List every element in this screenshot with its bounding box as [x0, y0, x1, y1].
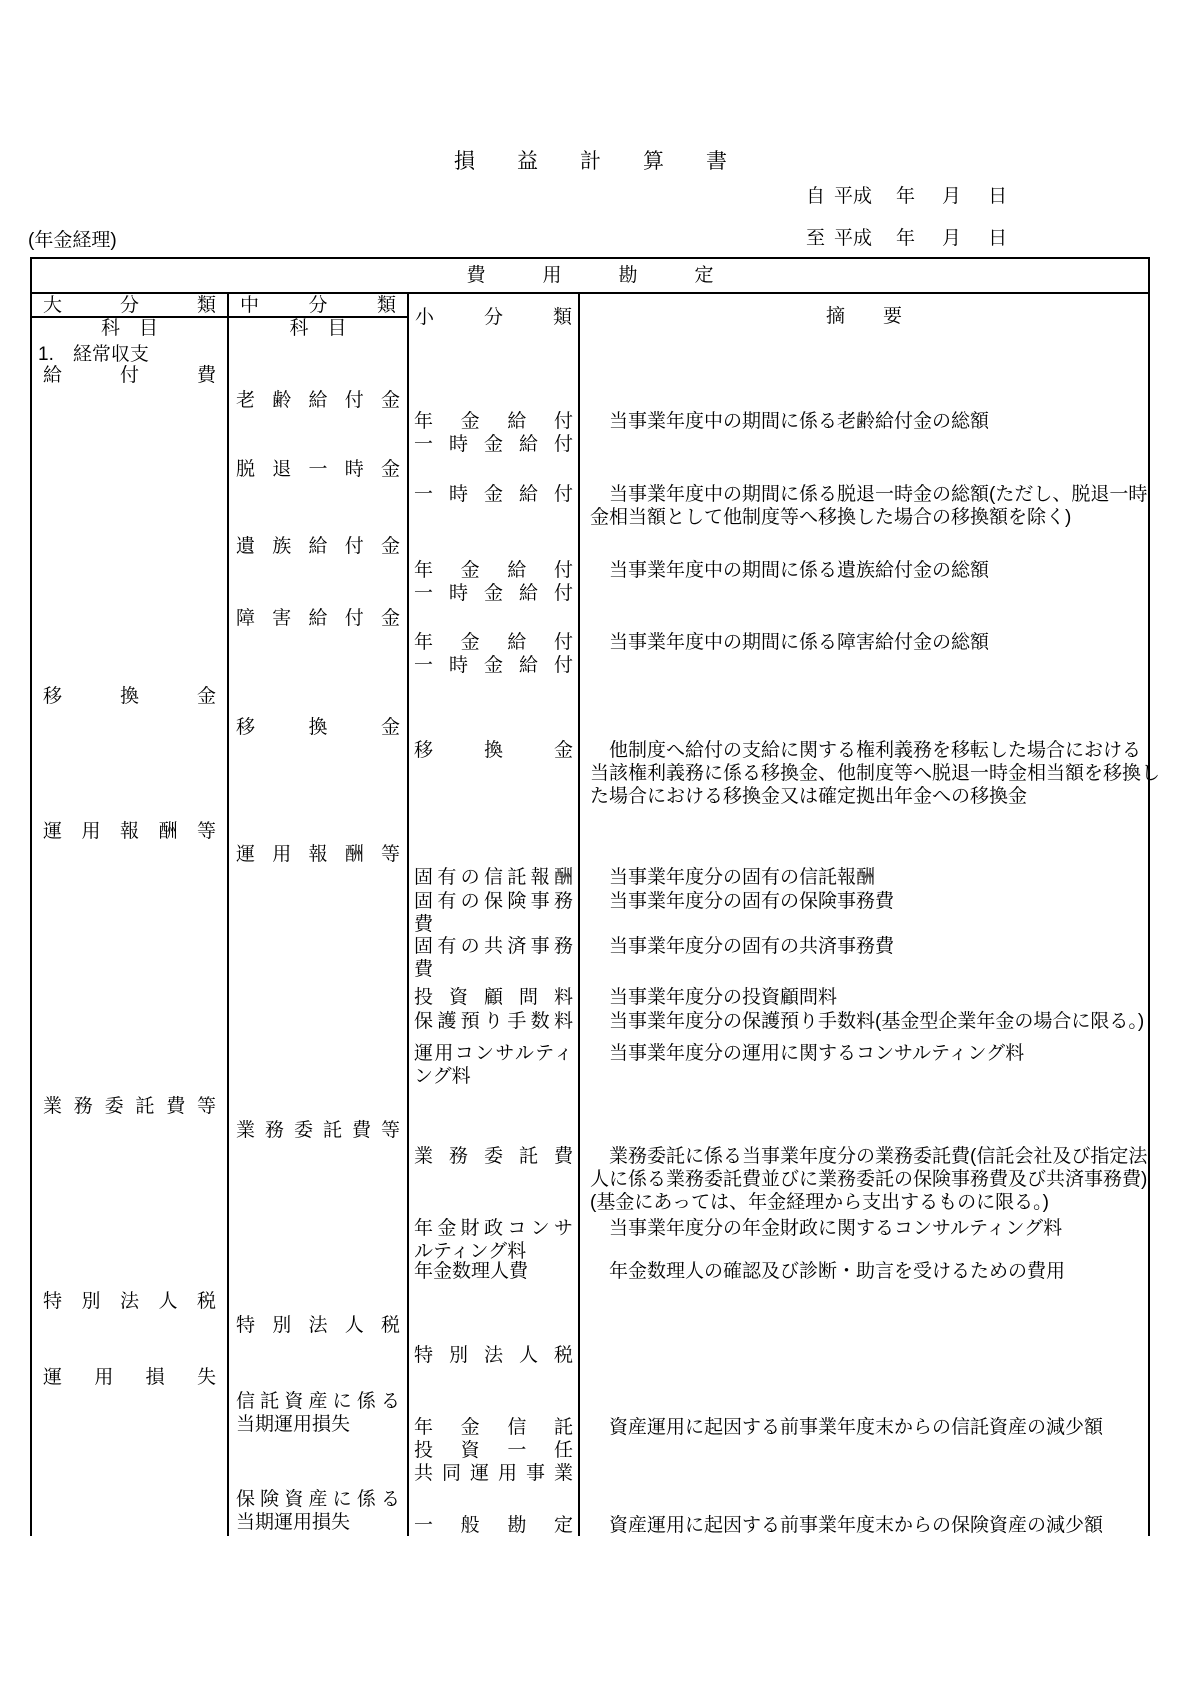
chu-bunrui-entry [229, 389, 407, 412]
text-line: 当事業年度分の固有の保険事務費 [590, 891, 895, 912]
text-line: 移換金 [414, 740, 573, 761]
text-line: ング料 [414, 1066, 471, 1087]
sho-bunrui-entry [409, 935, 578, 981]
text-line: 当事業年度分の投資顧問料 [590, 987, 838, 1008]
text-line: 当事業年度中の期間に係る障害給付金の総額 [590, 632, 990, 653]
day-label: 日 [988, 228, 1008, 249]
tekiyo-entry [580, 739, 1161, 808]
dai-bunrui-entry [32, 364, 227, 387]
text-line: 給付費 [43, 365, 216, 386]
text-line: 運用報酬等 [236, 844, 400, 865]
text-line: 共同運用事業 [414, 1463, 573, 1484]
dai-bunrui-entry [32, 685, 227, 708]
sho-bunrui-entry [409, 1042, 578, 1088]
text-line: 信託資産に係る [236, 1391, 400, 1412]
text-line: 1. 経常収支 [38, 344, 149, 365]
dai-bunrui-column [32, 340, 229, 1536]
header-chu-subject: 科 目 [289, 318, 347, 339]
tekiyo-entry [580, 1416, 1148, 1439]
text-line: 保護預り手数料 [414, 1011, 573, 1032]
text-line: ルティング料 [414, 1241, 527, 1262]
table-header [32, 294, 1148, 340]
expense-account-table [30, 257, 1161, 1536]
tekiyo-entry [580, 866, 1148, 889]
tekiyo-entry [580, 1010, 1148, 1033]
tekiyo-entry [580, 483, 1148, 529]
chu-bunrui-entry [229, 458, 407, 481]
tekiyo-entry [580, 1217, 1148, 1240]
sho-bunrui-entry [409, 890, 578, 936]
text-line: 遺族給付金 [236, 536, 400, 557]
header-chu-class: 中分類 [229, 294, 407, 318]
dai-bunrui-entry [32, 1095, 227, 1118]
sho-bunrui-entry [409, 1514, 578, 1537]
text-line: 一時金給付 [414, 583, 573, 604]
table-body [32, 340, 1161, 1536]
sho-bunrui-entry [409, 1416, 578, 1485]
table-band-title: 費 用 勘 定 [32, 259, 1148, 294]
text-line: 年金財政コンサ [414, 1218, 573, 1239]
chu-bunrui-entry [229, 1119, 407, 1142]
text-line: 当期運用損失 [236, 1512, 351, 1533]
text-line: 一時金給付 [414, 655, 573, 676]
dai-bunrui-entry [32, 1366, 227, 1389]
chu-bunrui-entry [229, 843, 407, 866]
text-line: 固有の共済事務 [414, 936, 573, 957]
text-line: た場合における移換金又は確定拠出年金への移換金 [590, 786, 1028, 807]
text-line: 資産運用に起因する前事業年度末からの保険資産の減少額 [590, 1515, 1104, 1536]
dai-bunrui-entry [32, 820, 227, 843]
text-line: 移換金 [43, 686, 216, 707]
text-line: 一時金給付 [414, 434, 573, 455]
text-line: 脱退一時金 [236, 459, 400, 480]
tekiyo-entry [580, 1514, 1148, 1537]
text-line: 運用損失 [43, 1367, 216, 1388]
header-sho-class: 小分類 [415, 306, 572, 328]
tekiyo-entry [580, 890, 1148, 913]
tekiyo-entry [580, 631, 1148, 654]
text-line: 年金信託 [414, 1417, 573, 1438]
header-sho-bunrui [409, 294, 580, 340]
text-line: (基金にあっては、年金経理から支出するものに限る。) [590, 1192, 1049, 1213]
sho-bunrui-entry [409, 1145, 578, 1168]
text-line: 業務委託費 [414, 1146, 573, 1167]
text-line: 当事業年度分の運用に関するコンサルティング料 [590, 1043, 1025, 1064]
text-line: 当期運用損失 [236, 1414, 351, 1435]
header-dai-subject: 科 目 [100, 318, 158, 339]
chu-bunrui-column [229, 340, 409, 1536]
sho-bunrui-column [409, 340, 580, 1536]
text-line: 当事業年度中の期間に係る脱退一時金の総額(ただし、脱退一時 [590, 484, 1148, 505]
tekiyo-entry [580, 1145, 1148, 1214]
text-line: 老齢給付金 [236, 390, 400, 411]
account-label: (年金経理) [28, 230, 117, 251]
tekiyo-entry [580, 410, 1148, 433]
tekiyo-entry [580, 935, 1148, 958]
sho-bunrui-entry [409, 631, 578, 677]
text-line: 特別法人税 [236, 1315, 400, 1336]
text-line: 金相当額として他制度等へ移換した場合の移換額を除く) [590, 507, 1072, 528]
chu-bunrui-entry [229, 607, 407, 630]
chu-bunrui-entry [229, 1314, 407, 1337]
text-line: 投資一任 [414, 1440, 573, 1461]
month-label: 月 [942, 228, 962, 249]
period-to-prefix: 至 [806, 228, 826, 249]
sho-bunrui-entry [409, 986, 578, 1009]
text-line: 当事業年度中の期間に係る遺族給付金の総額 [590, 560, 990, 581]
text-line: 費 [414, 959, 434, 980]
tekiyo-entry [580, 986, 1148, 1009]
period-to [806, 228, 1007, 250]
text-line: 投資顧問料 [414, 987, 573, 1008]
text-line: 人に係る業務委託費並びに業務委託の保険事務費及び共済事務費) [590, 1169, 1148, 1190]
text-line: 年金給付 [414, 632, 573, 653]
header-chu-bunrui [229, 294, 409, 340]
sho-bunrui-entry [409, 559, 578, 605]
sho-bunrui-entry [409, 1260, 578, 1283]
tekiyo-entry [580, 1042, 1148, 1065]
text-line: 固有の保険事務 [414, 891, 573, 912]
period-from [806, 186, 1007, 208]
chu-bunrui-entry [229, 1488, 407, 1534]
text-line: 業務委託に係る当事業年度分の業務委託費(信託会社及び指定法 [590, 1146, 1148, 1167]
text-line: 年金数理人の確認及び診断・助言を受けるための費用 [590, 1261, 1066, 1282]
text-line: 特別法人税 [43, 1291, 216, 1312]
sho-bunrui-entry [409, 410, 578, 456]
text-line: 保険資産に係る [236, 1489, 400, 1510]
tekiyo-column [580, 340, 1161, 1536]
text-line: 当事業年度分の保護預り手数料(基金型企業年金の場合に限る。) [590, 1011, 1145, 1032]
text-line: 一時金給付 [414, 484, 573, 505]
era-label: 平成 [834, 186, 873, 207]
tekiyo-entry [580, 1260, 1148, 1283]
text-line: 移換金 [236, 717, 400, 738]
sho-bunrui-entry [409, 1010, 578, 1033]
text-line: 当事業年度分の年金財政に関するコンサルティング料 [590, 1218, 1063, 1239]
year-label: 年 [896, 186, 916, 207]
chu-bunrui-entry [229, 716, 407, 739]
dai-bunrui-entry [32, 343, 227, 366]
text-line: 他制度へ給付の支給に関する権利義務を移転した場合における [590, 740, 1142, 761]
text-line: 業務委託費等 [236, 1120, 400, 1141]
dai-bunrui-entry [32, 1290, 227, 1313]
text-line: 運用報酬等 [43, 821, 216, 842]
sho-bunrui-entry [409, 866, 578, 889]
text-line: 一般勘定 [414, 1515, 573, 1536]
chu-bunrui-entry [229, 535, 407, 558]
sho-bunrui-entry [409, 1344, 578, 1367]
period-from-prefix: 自 [806, 186, 826, 207]
page-title: 損 益 計 算 書 [454, 150, 727, 173]
sho-bunrui-entry [409, 1217, 578, 1263]
era-label: 平成 [834, 228, 873, 249]
text-line: 資産運用に起因する前事業年度末からの信託資産の減少額 [590, 1417, 1104, 1438]
text-line: 当事業年度中の期間に係る老齢給付金の総額 [590, 411, 990, 432]
tekiyo-entry [580, 559, 1148, 582]
text-line: 費 [414, 914, 434, 935]
text-line: 当事業年度分の固有の信託報酬 [590, 867, 876, 888]
text-line: 年金給付 [414, 560, 573, 581]
text-line: 運用コンサルティ [414, 1043, 573, 1064]
text-line: 障害給付金 [236, 608, 400, 629]
month-label: 月 [942, 186, 962, 207]
text-line: 当該権利義務に係る移換金、他制度等へ脱退一時金相当額を移換し [590, 763, 1161, 784]
text-line: 当事業年度分の固有の共済事務費 [590, 936, 895, 957]
chu-bunrui-entry [229, 1390, 407, 1436]
text-line: 年金給付 [414, 411, 573, 432]
text-line: 固有の信託報酬 [414, 867, 573, 888]
text-line: 業務委託費等 [43, 1096, 216, 1117]
sho-bunrui-entry [409, 739, 578, 762]
sho-bunrui-entry [409, 483, 578, 506]
text-line: 特別法人税 [414, 1345, 573, 1366]
day-label: 日 [988, 186, 1008, 207]
year-label: 年 [896, 228, 916, 249]
header-dai-class: 大分類 [32, 294, 227, 318]
text-line: 年金数理人費 [414, 1261, 529, 1282]
header-tekiyo: 摘 要 [825, 306, 902, 327]
header-dai-bunrui [32, 294, 229, 340]
